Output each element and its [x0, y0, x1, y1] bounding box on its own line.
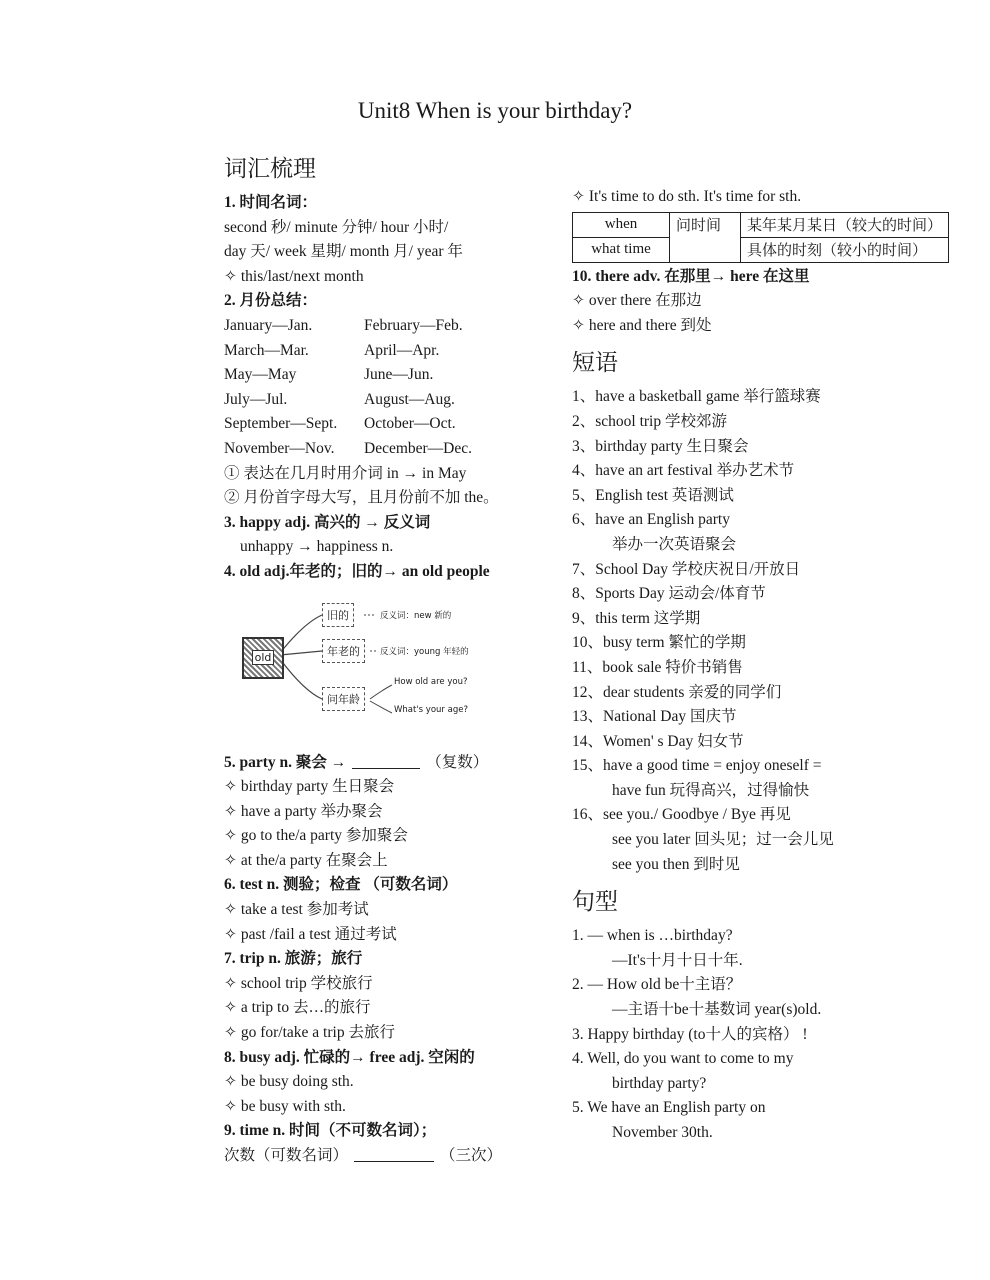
vocab-line: ✧ go to the/a party 参加聚会: [224, 827, 408, 845]
phrase-item: 7、School Day 学校庆祝日/开放日: [572, 560, 801, 578]
month-item: October—Oct.: [364, 415, 456, 433]
phrase-item: 4、have an art festival 举办艺术节: [572, 462, 795, 480]
vocab-line: ✧ go for/take a trip 去旅行: [224, 1024, 395, 1042]
time-count-note: （三次）: [440, 1147, 503, 1164]
party-label: 5. party n. 聚会 →: [224, 753, 347, 771]
pattern-item: 4. Well, do you want to come to my: [572, 1050, 794, 1068]
phrase-item: have fun 玩得高兴，过得愉快: [612, 781, 810, 799]
time-count-label: 次数（可数名词）: [224, 1147, 349, 1164]
pattern-item: 3. Happy birthday (to十人的宾格） !: [572, 1025, 808, 1043]
page-title: Unit8 When is your birthday?: [357, 98, 633, 123]
month-item: March—Mar.: [224, 341, 309, 359]
mind-map-note: What's your age?: [394, 704, 468, 715]
pattern-item: 1. — when is …birthday?: [572, 927, 733, 945]
pattern-item: —It's十月十日十年.: [612, 951, 743, 969]
month-item: January—Jan.: [224, 316, 313, 334]
vocab-line: ✧ It's time to do sth. It's time for sth.: [572, 188, 802, 205]
vocab-line: unhappy → happiness n.: [240, 538, 394, 556]
time-question-table: [572, 212, 949, 263]
table-cell: what time: [573, 237, 670, 262]
vocab-line: ② 月份首字母大写，且月份前不加 the。: [224, 489, 499, 507]
phrase-item: 10、busy term 繁忙的学期: [572, 634, 746, 652]
vocab-line: day 天/ week 星期/ month 月/ year 年: [224, 243, 463, 261]
vocab-line: ✧ over there 在那边: [572, 292, 702, 310]
party-note: （复数）: [426, 753, 489, 771]
vocab-line: ① 表达在几月时用介词 in → in May: [224, 464, 467, 482]
vocab-line: ✧ be busy with sth.: [224, 1097, 346, 1115]
phrase-item: 3、birthday party 生日聚会: [572, 437, 749, 455]
vocab-line: 8. busy adj. 忙碌的→ free adj. 空闲的: [224, 1048, 475, 1066]
pattern-item: November 30th.: [612, 1124, 713, 1141]
month-item: August—Aug.: [364, 390, 455, 408]
phrase-item: 2、school trip 学校郊游: [572, 412, 727, 430]
vocab-line: ✧ birthday party 生日聚会: [224, 778, 395, 796]
month-item: February—Feb.: [364, 316, 463, 334]
table-row: [573, 237, 949, 262]
vocab-line: ✧ this/last/next month: [224, 267, 364, 285]
month-item: June—Jun.: [364, 366, 434, 384]
pattern-section-title: 句型: [572, 889, 618, 916]
table-row: [573, 212, 949, 237]
right-column: [572, 185, 990, 1146]
vocab-line: second 秒/ minute 分钟/ hour 小时/: [224, 218, 449, 236]
table-cell: 具体的时刻（较小的时间）: [741, 237, 949, 262]
month-item: November—Nov.: [224, 439, 335, 457]
vocab-line: ✧ past /fail a test 通过考试: [224, 925, 397, 943]
vocab-line: 4. old adj.年老的；旧的→ an old people: [224, 562, 490, 580]
old-mind-map: [224, 593, 524, 743]
vocab-line: ✧ take a test 参加考试: [224, 901, 369, 919]
phrase-item: 举办一次英语聚会: [612, 535, 737, 553]
vocab-line: ✧ be busy doing sth.: [224, 1073, 354, 1091]
mind-map-box: 旧的: [322, 603, 354, 627]
table-cell: 某年某月某日（较大的时间）: [741, 212, 949, 237]
pattern-item: birthday party?: [612, 1074, 707, 1092]
table-cell: 问时间: [670, 212, 741, 262]
phrase-item: 8、Sports Day 运动会/体育节: [572, 585, 766, 603]
phrase-item: see you later 回头见；过一会儿见: [612, 831, 834, 849]
phrase-item: 14、Women' s Day 妇女节: [572, 732, 744, 750]
phrase-item: 5、English test 英语测试: [572, 486, 734, 504]
month-item: December—Dec.: [364, 439, 473, 457]
pattern-item: —主语十be十基数词 year(s)old.: [612, 1001, 822, 1019]
month-item: July—Jul.: [224, 390, 288, 408]
vocab-line: 9. time n. 时间（不可数名词）；: [224, 1122, 437, 1140]
left-column: [224, 150, 564, 1169]
fill-blank: [352, 754, 420, 769]
phrase-section-title: 短语: [572, 350, 618, 377]
vocab-section-title: 词汇梳理: [224, 156, 316, 182]
mind-map-note: 反义词：new 新的: [380, 610, 452, 621]
pattern-item: 2. — How old be十主语？: [572, 976, 742, 994]
vocab-line: ✧ have a party 举办聚会: [224, 802, 383, 820]
vocab-line: 10. there adv. 在那里→ here 在这里: [572, 267, 810, 285]
mind-map-box: 问年龄: [322, 687, 365, 711]
months-list: [224, 314, 564, 462]
month-item: April—Apr.: [364, 341, 440, 359]
mind-map-note: 反义词：young 年轻的: [380, 646, 469, 657]
vocab-line: 1. 时间名词：: [224, 194, 318, 211]
vocab-line: 3. happy adj. 高兴的 → 反义词: [224, 513, 431, 531]
phrase-item: 12、dear students 亲爱的同学们: [572, 683, 782, 701]
vocab-line: ✧ at the/a party 在聚会上: [224, 851, 388, 869]
phrase-item: 15、have a good time = enjoy oneself =: [572, 757, 822, 775]
vocab-line: ✧ a trip to 去…的旅行: [224, 999, 371, 1017]
vocab-line: 2. 月份总结：: [224, 292, 318, 310]
mind-map-center: [242, 637, 284, 679]
vocab-line: 6. test n. 测验；检查 （可数名词）: [224, 876, 458, 894]
vocab-line: ✧ here and there 到处: [572, 316, 712, 334]
phrase-item: 11、book sale 特价书销售: [572, 658, 743, 676]
mind-map-box: 年老的: [322, 639, 365, 663]
time-count-line: [224, 1144, 564, 1169]
party-line: [224, 751, 564, 776]
phrase-item: 16、see you./ Goodbye / Bye 再见: [572, 806, 791, 824]
mind-map-center-label: old: [252, 650, 275, 665]
table-cell: when: [573, 212, 670, 237]
vocab-line: ✧ school trip 学校旅行: [224, 974, 373, 992]
phrase-item: see you then 到时见: [612, 855, 740, 873]
month-item: September—Sept.: [224, 415, 338, 433]
phrase-item: 9、this term 这学期: [572, 609, 701, 627]
vocab-line: 7. trip n. 旅游；旅行: [224, 950, 363, 968]
phrase-item: 13、National Day 国庆节: [572, 708, 737, 726]
phrase-item: 1、have a basketball game 举行篮球赛: [572, 388, 821, 406]
mind-map-note: How old are you?: [394, 676, 468, 687]
phrase-item: 6、have an English party: [572, 511, 730, 529]
pattern-item: 5. We have an English party on: [572, 1099, 766, 1117]
fill-blank: [354, 1147, 434, 1162]
month-item: May—May: [224, 366, 297, 384]
